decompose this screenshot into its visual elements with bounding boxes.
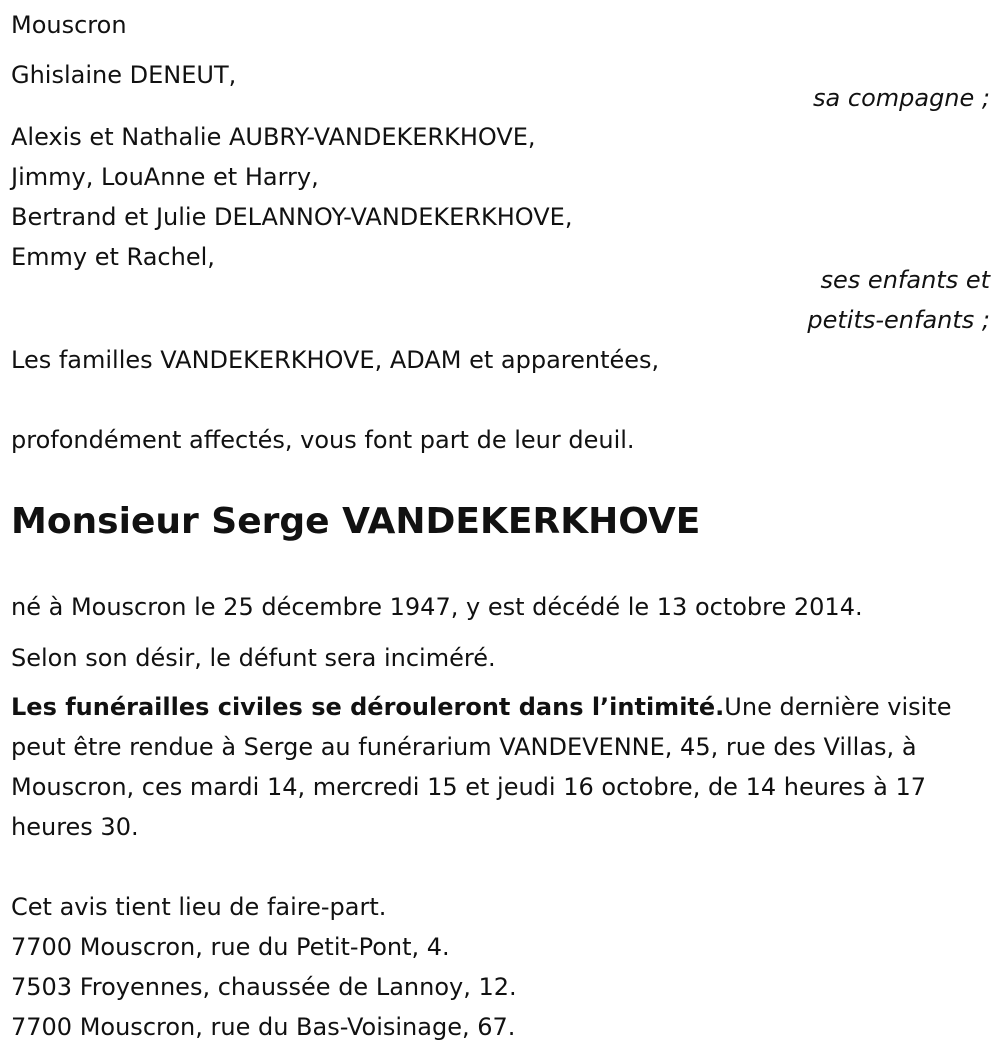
notice-line: Cet avis tient lieu de faire-part.	[11, 893, 387, 921]
child-line-1: Alexis et Nathalie AUBRY-VANDEKERKHOVE,	[11, 123, 536, 151]
companion-name: Ghislaine DENEUT,	[11, 61, 237, 89]
address-2: 7503 Froyennes, chaussée de Lannoy, 12.	[11, 973, 517, 1001]
announcement-line: profondément affectés, vous font part de leur deuil.	[11, 426, 635, 454]
wish-line: Selon son désir, le défunt sera inciméré.	[11, 644, 496, 672]
dates-line: né à Mouscron le 25 décembre 1947, y est décédé le 13 octobre 2014.	[11, 593, 863, 621]
children-role-1: ses enfants et	[820, 266, 990, 294]
families-line: Les familles VANDEKERKHOVE, ADAM et apparentées,	[11, 346, 660, 374]
deceased-name: Monsieur Serge VANDEKERKHOVE	[11, 501, 701, 542]
funeral-paragraph	[11, 687, 1000, 847]
address-3: 7700 Mouscron, rue du Bas-Voisinage, 67.	[11, 1013, 516, 1041]
child-line-2: Jimmy, LouAnne et Harry,	[11, 163, 319, 191]
address-1: 7700 Mouscron, rue du Petit-Pont, 4.	[11, 933, 450, 961]
child-line-4: Emmy et Rachel,	[11, 243, 215, 271]
funeral-bold: Les funérailles civiles se dérouleront dans l’intimité.	[11, 693, 725, 721]
location: Mouscron	[11, 11, 127, 39]
funeral-text: Une dernière visite peut être rendue à Serge au funérarium VANDEVENNE, 45, rue des Villas, à Mouscron, ces mardi 14, mercredi 15 et jeudi 16 octobre, de 14 heures à 17 heures 30.	[11, 693, 952, 841]
child-line-3: Bertrand et Julie DELANNOY-VANDEKERKHOVE,	[11, 203, 573, 231]
children-role-2: petits-enfants ;	[807, 306, 990, 334]
companion-role: sa compagne ;	[813, 84, 990, 112]
